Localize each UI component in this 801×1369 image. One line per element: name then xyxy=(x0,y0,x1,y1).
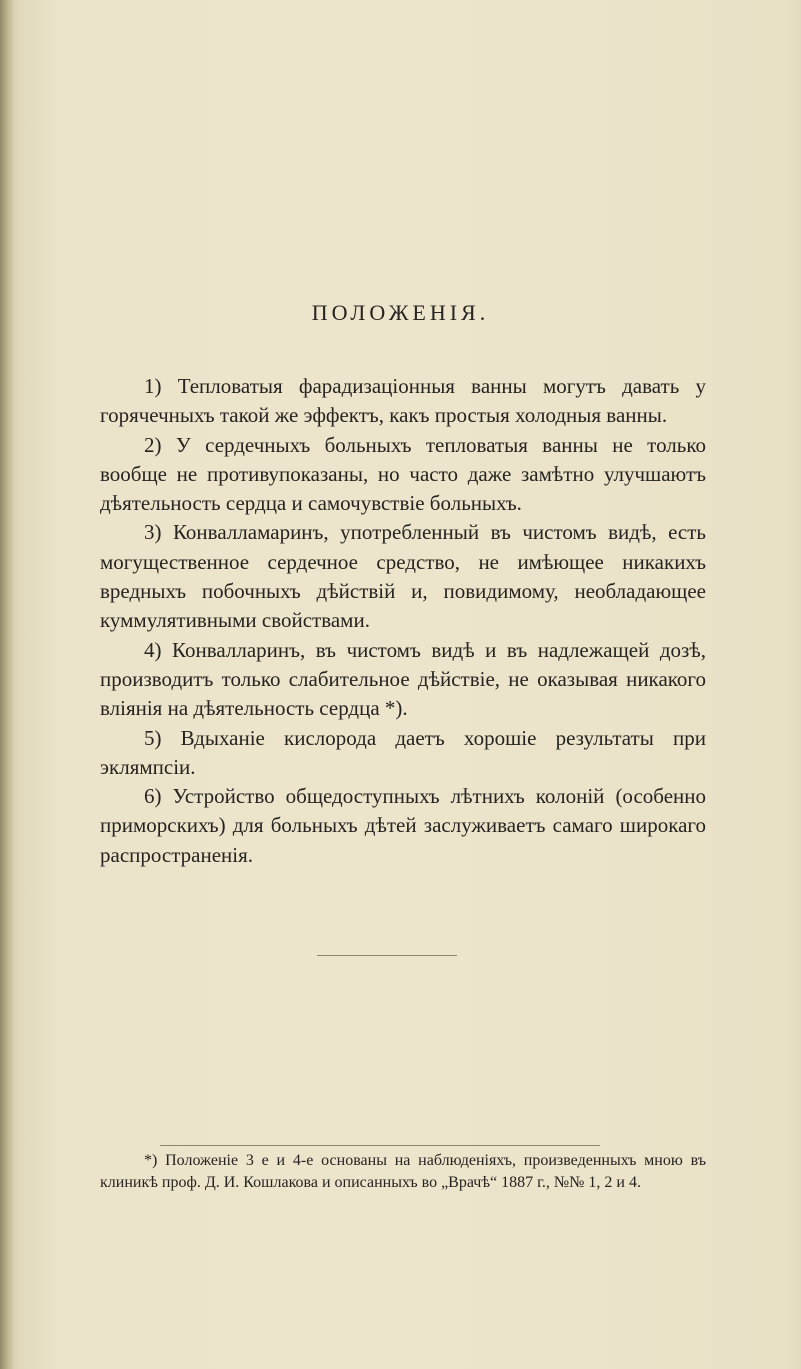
footnote-text: *) Положеніе 3 е и 4-е основаны на наблюденіяхъ, произведенныхъ мною въ клиникѣ проф. Д. И. Кошлакова и описанныхъ во „Врачѣ“ 1887 г., №№ 1, 2 и 4. xyxy=(100,1152,706,1191)
proposition-1: 1) Тепловатыя фарадизаціонныя ванны могутъ давать у горячечныхъ такой же эффектъ, какъ простыя холодныя ванны. xyxy=(100,374,706,428)
page-title: ПОЛОЖЕНІЯ. xyxy=(311,300,490,325)
propositions-list xyxy=(100,372,706,870)
footnote xyxy=(100,1150,706,1194)
proposition-2: 2) У сердечныхъ больныхъ тепловатыя ванны не только вообще не противупоказаны, но часто даже замѣтно улучшаютъ дѣятельность сердца и самочувствіе больныхъ. xyxy=(100,432,706,516)
section-divider xyxy=(317,955,457,956)
proposition-5: 5) Вдыханіе кислорода даетъ хорошіе результаты при эклямпсіи. xyxy=(100,725,706,779)
proposition-3: 3) Конвалламаринъ, употребленный въ чистомъ видѣ, есть могущественное сердечное средство, не имѣющее никакихъ вредныхъ побочныхъ дѣйствій и, повидимому, необладающее куммулятивными свойствами. xyxy=(100,520,706,633)
proposition-4: 4) Конвалларинъ, въ чистомъ видѣ и въ надлежащей дозѣ, производитъ только слабительное дѣйствіе, не оказывая никакого вліянія на дѣятельность сердца *). xyxy=(100,637,706,721)
proposition-6: 6) Устройство общедоступныхъ лѣтнихъ колоній (особенно приморскихъ) для больныхъ дѣтей заслуживаетъ самаго широкаго распространенія. xyxy=(100,784,706,867)
page-binding-edge xyxy=(0,0,14,1369)
footnote-divider xyxy=(160,1145,600,1146)
